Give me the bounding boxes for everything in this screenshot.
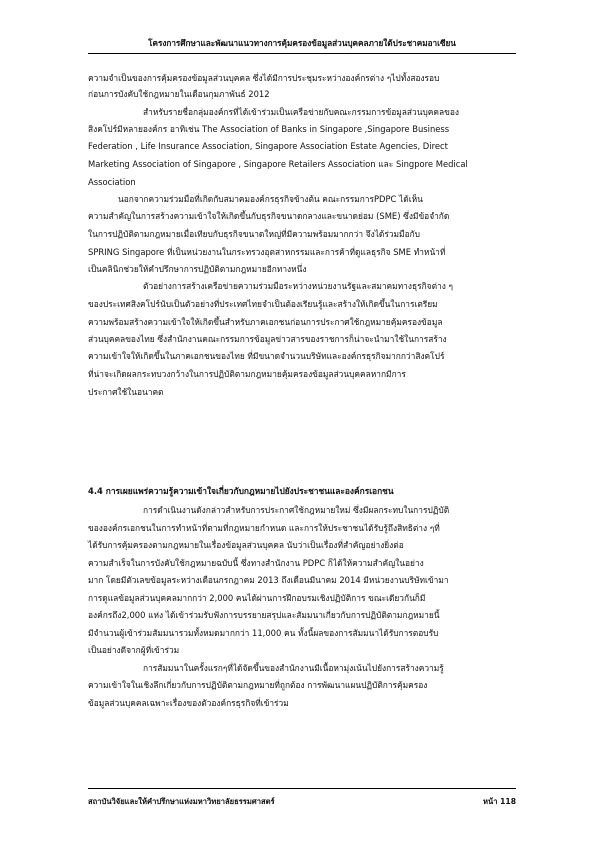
text-line: การสัมมนาในครั้งแรกๆที่ได้จัดขึ้นของสำนักงานมีเนื้อหามุ่งเน้นไปยังการสร้างความรู้ — [143, 663, 444, 673]
text-line: ข้อมูลส่วนบุคคลเฉพาะเรื่องของตัวองค์กรธุรกิจที่เข้าร่วม — [88, 698, 289, 708]
page-number: หน้า 118 — [483, 797, 516, 806]
text-line: องค์กรถึง2,000 แห่ง ได้เข้าร่วมรับฟังการบรรยายสรุปและสัมมนาเกี่ยวกับการปฏิบัติตามกฎหมายนี้ — [88, 610, 440, 620]
text-line: ในการปฏิบัติตามกฎหมายเมื่อเทียบกับธุรกิจขนาดใหญ่ที่มีความพร้อมมากกว่า จึงได้ร่วมมือกับ — [88, 229, 420, 239]
text-line: ความจำเป็นของการคุ้มครองข้อมูลส่วนบุคคล ซึ่งได้มีการประชุมระหว่างองค์กรต่าง ๆไปทั้งสองรอบ — [88, 73, 440, 83]
text-line: มาก โดยมีตัวเลขข้อมูลระหว่างเดือนกรกฎาคม 2013 ถึงเดือนมีนาคม 2014 มีหน่วยงานบริษัทเข้ามา — [88, 575, 449, 585]
footer-institution: สถาบันวิจัยและให้คำปรึกษาแห่งมหาวิทยาลัยธรรมศาสตร์ — [88, 797, 275, 806]
footer-rule — [88, 788, 516, 789]
text-line: Marketing Association of Singapore , Singapore Retailers Association และ Singpore Medical — [88, 159, 468, 169]
text-line: ของประเทศสิงคโปร์นับเป็นตัวอย่างที่ประเทศไทยจำเป็นต้องเรียนรู้และสร้างให้เกิดขึ้นในการเตรียม — [88, 299, 438, 309]
text-line: ประกาศใช้ในอนาคต — [88, 387, 164, 397]
text-line: เป็นอย่างดีจากผู้ที่เข้าร่วม — [88, 645, 180, 655]
text-line: Federation , Life Insurance Association, Singapore Association Estate Agencies, Direct — [88, 141, 448, 151]
text-line: ได้รับการคุ้มครองตามกฎหมายในเรื่องข้อมูลส่วนบุคคล นับว่าเป็นเรื่องที่สำคัญอย่างยิ่งต่อ — [88, 540, 404, 550]
text-line: เป็นคลินิกช่วยให้คำปรึกษาการปฏิบัติตามกฎหมายอีกทางหนึ่ง — [88, 264, 307, 274]
text-line: ส่วนบุคคลของไทย ซึ่งสำนักงานคณะกรรมการข้อมูลข่าวสารของราชการก็น่าจะนำมาใช้ในการสร้าง — [88, 334, 447, 344]
text-line: ความพร้อมสร้างความเข้าใจให้เกิดขึ้นสำหรับภาคเอกชนก่อนการประกาศใช้กฎหมายคุ้มครองข้อมูล — [88, 317, 443, 327]
text-line: ขององค์กรเอกชนในการทำหน้าที่ตามที่กฎหมายกำหนด และการให้ประชาชนได้รับรู้ถึงสิทธิต่าง ๆที่ — [88, 523, 440, 533]
text-line: Association — [88, 177, 136, 187]
text-line: สำหรับรายชื่อกลุ่มองค์กรที่ได้เข้าร่วมเป็นเครือข่ายกับคณะกรรมการข้อมูลส่วนบุคคลของ — [143, 107, 459, 117]
text-line: การดำเนินงานดังกล่าวสำหรับการประกาศใช้กฎหมายใหม่ ซึ่งมีผลกระทบในการปฏิบัติ — [143, 505, 450, 515]
text-line: มีจำนวนผู้เข้าร่วมสัมมนารวมทั้งหมดมากกว่า 11,000 คน ทั้งนี้ผลของการสัมมนาได้รับการตอบรับ — [88, 628, 439, 638]
text-line: ความสำคัญในการสร้างความเข้าใจให้เกิดขึ้นกับธุรกิจขนาดกลางและขนาดย่อม (SME) ซึ่งมีข้อจำกัด — [88, 211, 450, 221]
text-line: สิงคโปร์มีหลายองค์กร อาทิเช่น The Association of Banks in Singapore ,Singapore Business — [88, 124, 450, 134]
text-line: SPRING Singapore ที่เป็นหน่วยงานในกระทรวงอุตสาหกรรมและการค้าที่ดูแลธุรกิจ SME ทำหน้าที่ — [88, 247, 446, 257]
text-line: ความเข้าใจให้เกิดขึ้นในภาคเอกชนของไทย ที่มีขนาดจำนวนบริษัทและองค์กรธุรกิจมากกว่าสิงคโปร์ — [88, 351, 445, 361]
text-line: นอกจากความร่วมมือที่เกิดกับสมาคมองค์กรธุรกิจข้างต้น คณะกรรมการPDPC ได้เห็น — [118, 194, 423, 204]
text-line: การดูแลข้อมูลส่วนบุคคลมากกว่า 2,000 คนได้ผ่านการฝึกอบรมเชิงปฏิบัติการ ขณะเดียวกันก็มี — [88, 593, 426, 603]
text-line: ความสำเร็จในการบังคับใช้กฎหมายฉบับนี้ ซึ่งทางสำนักงาน PDPC ก็ได้ให้ความสำคัญในอย่าง — [88, 558, 424, 568]
text-line: ตัวอย่างการสร้างเครือข่ายความร่วมมือระหว่างหน่วยงานรัฐและสมาคมทางธุรกิจต่าง ๆ — [143, 281, 453, 291]
text-line: ความเข้าใจในเชิงลึกเกี่ยวกับการปฏิบัติตามกฎหมายที่ถูกต้อง การพัฒนาแผนปฏิบัติการคุ้มครอง — [88, 680, 428, 690]
header-rule — [88, 53, 516, 54]
text-line: ที่น่าจะเกิดผลกระทบวงกว้างในการปฏิบัติตามกฎหมายคุ้มครองข้อมูลส่วนบุคคลหากมีการ — [88, 369, 406, 379]
running-header: โครงการศึกษาและพัฒนาแนวทางการคุ้มครองข้อมูลส่วนบุคคลภายใต้ประชาคมอาเซียน — [148, 38, 456, 48]
section-heading: 4.4 การเผยแพร่ความรู้ความเข้าใจเกี่ยวกับกฎหมายไปยังประชาชนและองค์กรเอกชน — [88, 486, 394, 496]
text-line: ก่อนการบังคับใช้กฎหมายในเดือนกุมภาพันธ์ 2012 — [88, 89, 270, 99]
